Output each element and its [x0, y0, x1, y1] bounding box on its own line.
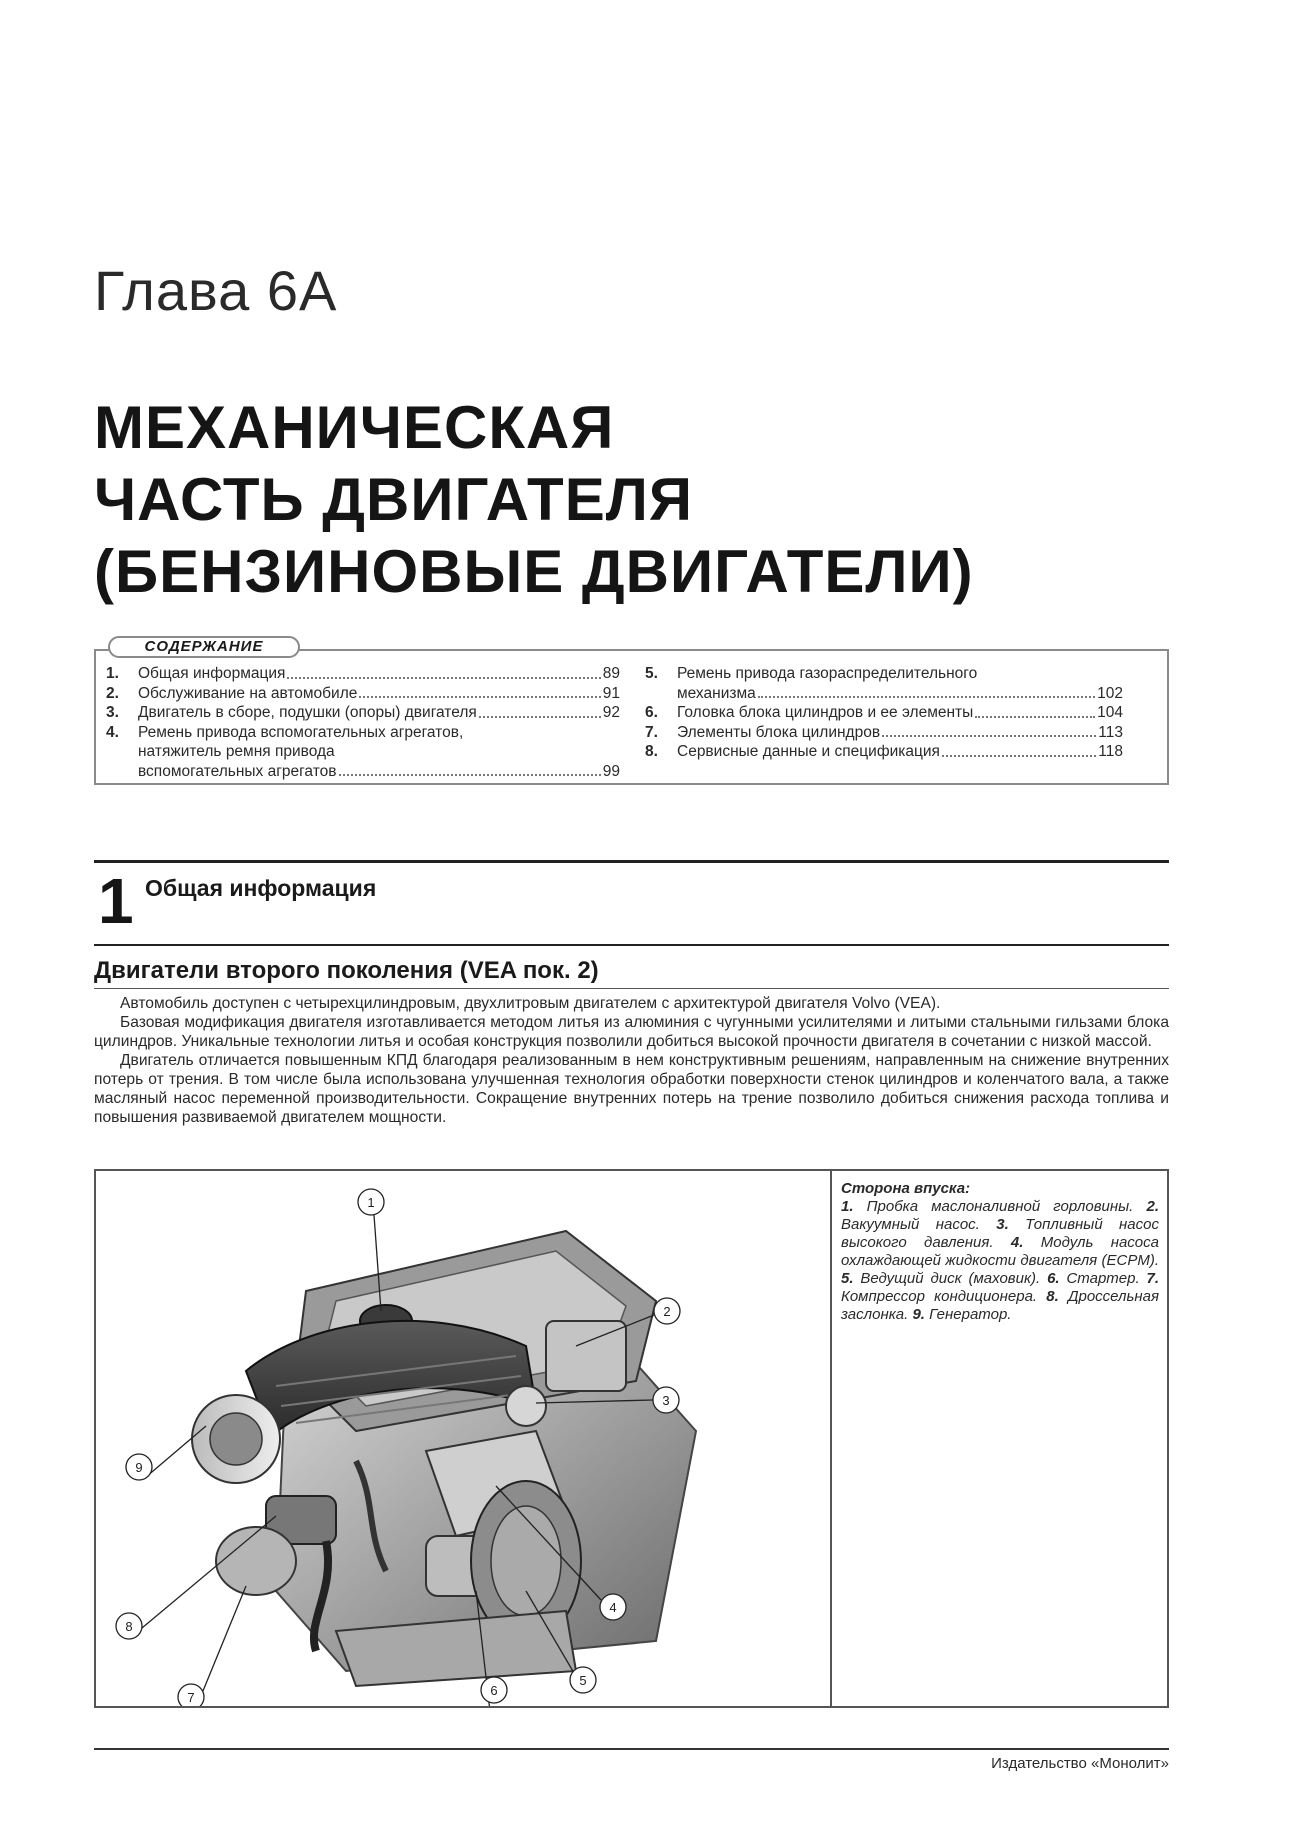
section-number: 1: [98, 865, 134, 937]
contents-page-number: 118: [1098, 743, 1123, 760]
contents-page-number: 89: [602, 665, 620, 682]
svg-text:3: 3: [662, 1393, 670, 1408]
contents-item-text: Обслуживание на автомобиле: [138, 684, 358, 702]
caption-item-text: Модуль насоса охлаждающей жидкости двигателя (ECPM).: [841, 1234, 1159, 1269]
contents-leader-dots: [882, 735, 1096, 737]
callout-6: [481, 1677, 507, 1703]
caption-item-text: Дроссельная заслонка.: [841, 1288, 1159, 1323]
footer-rule: [94, 1748, 1169, 1750]
caption-item-text: Пробка маслоналивной горловины.: [866, 1198, 1134, 1215]
paragraph: Двигатель отличается повышенным КПД благодаря реализованным в нем конструктивным решениям, направленным на снижение внутренних потерь от трения. В том числе была использована улучшенная технология обработки поверхности стенок цилиндров и коленчатого вала, а также масляный насос переменной производительности. Сокращение внутренних потерь на трение позволило добиться снижения расхода топлива и повышения развиваемой двигателем мощности.: [94, 1052, 1169, 1126]
chapter-title-line: (БЕНЗИНОВЫЕ ДВИГАТЕЛИ): [94, 538, 974, 605]
contents-item: [645, 703, 1123, 723]
contents-label: СОДЕРЖАНИЕ: [108, 636, 300, 658]
contents-leader-dots: [758, 696, 1095, 698]
contents-leader-dots: [975, 716, 1095, 718]
figure-divider: [830, 1169, 832, 1708]
caption-item-number: 5.: [841, 1270, 854, 1287]
contents-item: [645, 742, 1123, 762]
contents-leader-dots: [359, 696, 600, 698]
contents-column-right: [645, 664, 1123, 762]
contents-leader-dots: [339, 774, 601, 776]
contents-item: [106, 723, 620, 782]
contents-item-number: 2.: [106, 684, 119, 702]
subsection-rule: [94, 988, 1169, 989]
contents-item-text: Двигатель в сборе, подушки (опоры) двигателя: [138, 704, 477, 721]
caption-item-number: 1.: [841, 1198, 854, 1215]
contents-page-number: 102: [1097, 684, 1123, 702]
contents-item-text: Головка блока цилиндров и ее элементы: [677, 704, 974, 721]
section-title: Общая информация: [145, 875, 377, 901]
paragraph: Базовая модификация двигателя изготавливается методом литья из алюминия с чугунными усилителями и литыми стальными гильзами блока цилиндров. Уникальные технологии литья и особая конструкция позволили добиться высокой прочности двигателя в сочетании с низкой массой.: [94, 1014, 1169, 1050]
contents-page-number: 91: [602, 684, 620, 702]
caption-item-text: Генератор.: [929, 1306, 1012, 1323]
svg-text:1: 1: [367, 1195, 375, 1210]
contents-item-number: 7.: [645, 723, 658, 741]
contents-item: [106, 703, 620, 723]
contents-item-number: 1.: [106, 665, 119, 682]
section-rule: [94, 860, 1169, 863]
chapter-label: Глава 6А: [94, 259, 338, 322]
svg-text:6: 6: [490, 1683, 498, 1698]
contents-item-number: 3.: [106, 704, 119, 721]
contents-item-number: 5.: [645, 665, 658, 682]
contents-item-text: Ремень привода газораспределительного: [677, 665, 978, 682]
contents-page-number: 99: [602, 762, 620, 780]
paragraph: Автомобиль доступен с четырехцилиндровым, двухлитровым двигателем с архитектурой двигателя Volvo (VEA).: [120, 995, 941, 1012]
contents-item: [645, 723, 1123, 743]
contents-page-number: 113: [1098, 723, 1123, 741]
caption-item-number: 2.: [1146, 1198, 1159, 1215]
caption-item-number: 6.: [1047, 1270, 1060, 1287]
contents-item-text: Общая информация: [138, 665, 286, 682]
caption-item-number: 4.: [1010, 1234, 1024, 1251]
svg-text:7: 7: [187, 1690, 195, 1705]
caption-item-text: Вакуумный насос.: [841, 1216, 980, 1233]
publisher-footer: Издательство «Монолит»: [991, 1755, 1169, 1772]
contents-leader-dots: [287, 677, 600, 679]
caption-title: Сторона впуска:: [841, 1180, 971, 1197]
contents-item-text: Сервисные данные и спецификация: [677, 743, 940, 760]
contents-leader-dots: [942, 755, 1096, 757]
contents-item-number: 6.: [645, 704, 658, 721]
contents-item: [645, 664, 1123, 703]
contents-item-number: 4.: [106, 723, 119, 741]
contents-column-left: [106, 664, 620, 781]
contents-item-number: 8.: [645, 743, 658, 760]
caption-item-text: Стартер.: [1066, 1270, 1140, 1287]
svg-text:2: 2: [663, 1304, 671, 1319]
contents-page-number: 92: [602, 704, 620, 721]
contents-item-text: Ремень привода вспомогательных агрегатов,: [138, 723, 464, 741]
contents-item-text: механизма: [677, 684, 756, 702]
svg-text:4: 4: [609, 1600, 617, 1615]
contents-item-text: натяжитель ремня привода: [138, 743, 335, 760]
callout-overlay: [96, 1171, 828, 1706]
caption-item-number: 3.: [996, 1216, 1009, 1233]
contents-leader-dots: [479, 716, 601, 718]
chapter-title-line: МЕХАНИЧЕСКАЯ: [94, 394, 615, 461]
chapter-title: [94, 392, 1194, 608]
caption-item-number: 9.: [912, 1306, 925, 1323]
section-bottom-rule: [94, 944, 1169, 946]
svg-text:9: 9: [135, 1460, 143, 1475]
contents-item: [106, 684, 620, 704]
body-text: [94, 994, 1169, 1127]
caption-item-number: 7.: [1146, 1270, 1159, 1287]
subsection-title: Двигатели второго поколения (VEA пок. 2): [94, 957, 599, 984]
chapter-title-line: ЧАСТЬ ДВИГАТЕЛЯ: [94, 466, 693, 533]
svg-text:5: 5: [579, 1673, 587, 1688]
caption-item-text: Ведущий диск (маховик).: [860, 1270, 1041, 1287]
contents-page-number: 104: [1097, 704, 1123, 721]
contents-item: [106, 664, 620, 684]
contents-item-text: вспомогательных агрегатов: [138, 762, 337, 780]
caption-item-number: 8.: [1046, 1288, 1059, 1305]
contents-item-text: Элементы блока цилиндров: [677, 723, 881, 741]
figure-caption: [841, 1180, 1159, 1324]
caption-item-text: Компрессор кондиционера.: [841, 1288, 1038, 1305]
svg-text:8: 8: [125, 1619, 133, 1634]
caption-item-text: Топливный насос высокого давления.: [841, 1216, 1159, 1251]
